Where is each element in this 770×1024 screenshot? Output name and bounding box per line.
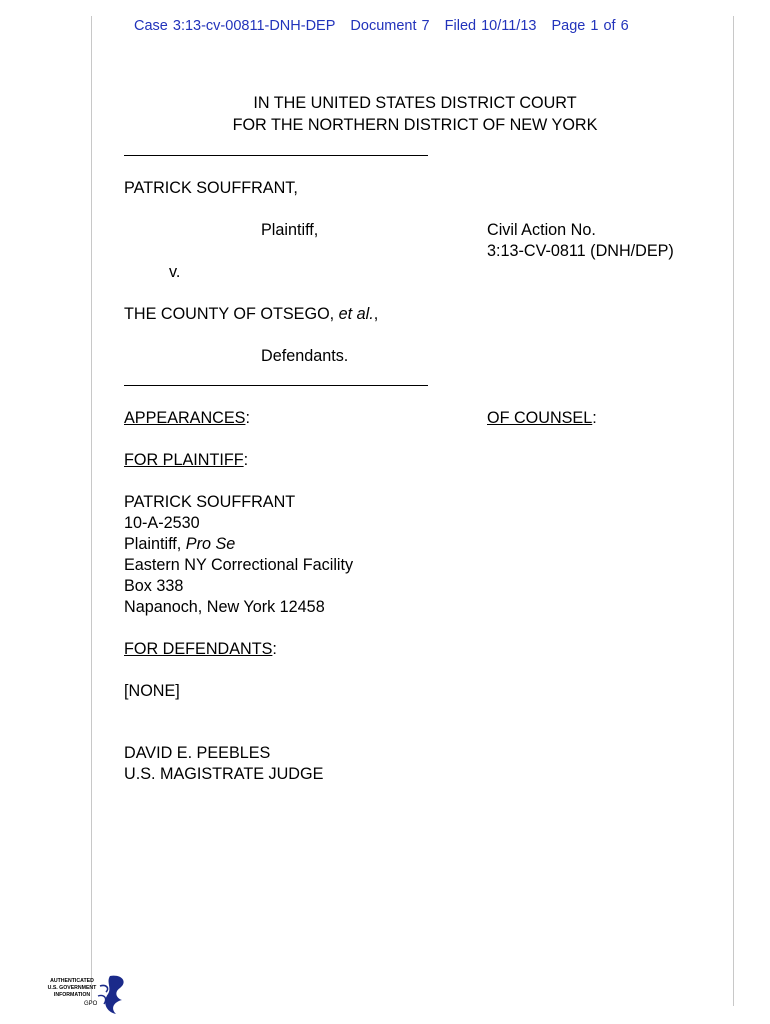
appearances-heading: APPEARANCES: (124, 409, 250, 427)
seal-line1: AUTHENTICATED (50, 978, 94, 984)
caption-rule-bottom (124, 385, 428, 386)
gpo-authentication-seal (40, 972, 130, 1020)
plaintiff-city: Napanoch, New York 12458 (124, 598, 325, 616)
defendant-role: Defendants. (261, 347, 349, 365)
plaintiff-inmate-id: 10-A-2530 (124, 514, 200, 532)
case-number: Case 3:13-cv-00811-DNH-DEP (134, 18, 336, 34)
for-defendants-heading: FOR DEFENDANTS: (124, 640, 277, 658)
filing-header (134, 18, 639, 34)
defendants-value: [NONE] (124, 682, 180, 700)
court-title-line1: IN THE UNITED STATES DISTRICT COURT (253, 94, 577, 112)
versus: v. (169, 263, 181, 281)
right-margin-line (733, 16, 734, 1006)
document-number: Document 7 (350, 18, 430, 34)
judge-name: DAVID E. PEEBLES (124, 744, 271, 762)
defendant-name: THE COUNTY OF OTSEGO, et al., (124, 305, 379, 323)
plaintiff-address-name: PATRICK SOUFFRANT (124, 493, 296, 511)
seal-line3: INFORMATION (53, 992, 91, 998)
for-plaintiff-heading: FOR PLAINTIFF: (124, 451, 249, 469)
plaintiff-status: Plaintiff, Pro Se (124, 535, 236, 553)
plaintiff-role: Plaintiff, (261, 221, 319, 239)
plaintiff-facility: Eastern NY Correctional Facility (124, 556, 354, 574)
judge-title: U.S. MAGISTRATE JUDGE (124, 765, 324, 783)
defendant-et-al: et al. (338, 305, 374, 323)
filed-date: Filed 10/11/13 (444, 18, 537, 34)
plaintiff-name: PATRICK SOUFFRANT, (124, 179, 298, 197)
caption-rule-top (124, 155, 428, 156)
seal-line2: U.S. GOVERNMENT (47, 985, 97, 991)
of-counsel-heading: OF COUNSEL: (487, 409, 597, 427)
left-margin-line (91, 16, 92, 1002)
seal-mark: GPO (84, 1001, 98, 1007)
civil-action-number: 3:13-CV-0811 (DNH/DEP) (487, 242, 674, 260)
court-title-line2: FOR THE NORTHERN DISTRICT OF NEW YORK (232, 116, 598, 134)
civil-action-label: Civil Action No. (487, 221, 596, 239)
plaintiff-box: Box 338 (124, 577, 184, 595)
page-indicator: Page 1 of 6 (551, 18, 629, 34)
